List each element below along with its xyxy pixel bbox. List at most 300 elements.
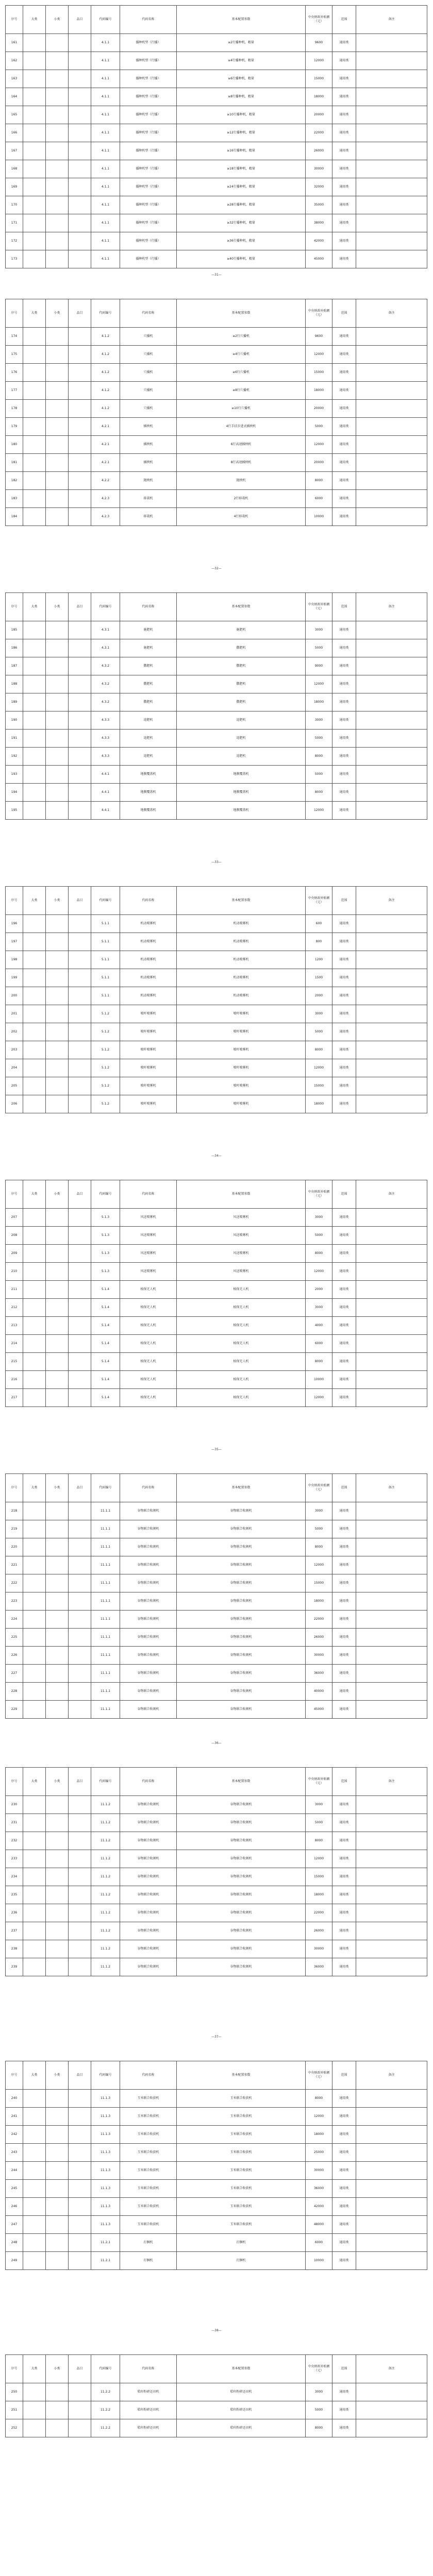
cell-dalei [23, 2419, 46, 2437]
cell-scope: 通用类 [332, 2234, 356, 2252]
cell-scope: 通用类 [332, 1886, 356, 1904]
cell-price: 12000 [306, 802, 332, 820]
cell-config: 秸秆粉碎还田机 [177, 2383, 306, 2401]
cell-price: 36000 [306, 1958, 332, 1976]
cell-remark [356, 1389, 427, 1407]
cell-name: 风送喷雾机 [120, 1227, 177, 1245]
cell-config: 地膜覆盖机 [177, 766, 306, 784]
cell-scope: 通用类 [332, 802, 356, 820]
cell-no: 210 [6, 1263, 23, 1281]
cell-price: 8000 [306, 1538, 332, 1556]
cell-config: 谷物联合收割机 [177, 1850, 306, 1868]
header-no: 序号 [6, 299, 23, 328]
header-name: 代码名称 [120, 299, 177, 328]
header-pinmu: 品目 [69, 1180, 91, 1209]
cell-zhonglei [46, 1814, 69, 1832]
cell-zhonglei [46, 1281, 69, 1299]
cell-config: 植保无人机 [177, 1371, 306, 1389]
subsidy-table-page-4 [5, 886, 427, 1113]
cell-pinmu [69, 802, 91, 820]
cell-zhonglei [46, 1611, 69, 1629]
cell-pinmu [69, 2198, 91, 2216]
header-zhonglei: 小类 [46, 2355, 69, 2383]
cell-zhonglei [46, 933, 69, 951]
table-row [6, 1922, 427, 1940]
subsidy-table-page-6 [5, 1473, 427, 1719]
cell-dalei [23, 2216, 46, 2234]
cell-scope: 通用类 [332, 1701, 356, 1719]
cell-dalei [23, 1629, 46, 1647]
table-row [6, 70, 427, 88]
cell-dalei [23, 1005, 46, 1023]
cell-no: 186 [6, 639, 23, 657]
cell-remark [356, 1335, 427, 1353]
cell-remark [356, 472, 427, 490]
cell-no: 212 [6, 1299, 23, 1317]
cell-pinmu [69, 1023, 91, 1041]
cell-pinmu [69, 657, 91, 675]
cell-remark [356, 400, 427, 418]
table-row [6, 436, 427, 454]
cell-scope: 通用类 [332, 160, 356, 178]
cell-zhonglei [46, 675, 69, 693]
cell-price: 8000 [306, 1353, 332, 1371]
table-row [6, 1538, 427, 1556]
cell-zhonglei [46, 1832, 69, 1850]
cell-name: 穴播机 [120, 328, 177, 346]
cell-name: 玉米联合收获机 [120, 2108, 177, 2126]
cell-remark [356, 34, 427, 52]
cell-no: 196 [6, 915, 23, 933]
cell-scope: 通用类 [332, 1868, 356, 1886]
cell-pinmu [69, 1850, 91, 1868]
cell-no: 177 [6, 382, 23, 400]
cell-dalei [23, 1281, 46, 1299]
cell-price: 5000 [306, 1520, 332, 1538]
cell-price: 8000 [306, 1832, 332, 1850]
header-remark: 备注 [356, 2355, 427, 2383]
cell-zhonglei [46, 232, 69, 250]
cell-scope: 通用类 [332, 1922, 356, 1940]
cell-config: 谷物联合收割机 [177, 1904, 306, 1922]
subsidy-table-page-5 [5, 1180, 427, 1407]
cell-pinmu [69, 106, 91, 124]
cell-code: 4.1.2 [91, 400, 120, 418]
cell-name: 谷物联合收割机 [120, 1796, 177, 1814]
cell-price: 8000 [306, 1041, 332, 1059]
cell-pinmu [69, 730, 91, 748]
subsidy-table-page-9 [5, 2354, 427, 2437]
cell-dalei [23, 1922, 46, 1940]
cell-config: 风送喷雾机 [177, 1245, 306, 1263]
header-scope: 范围 [332, 2355, 356, 2383]
cell-name: 植保无人机 [120, 1299, 177, 1317]
table-row [6, 1520, 427, 1538]
cell-dalei [23, 1371, 46, 1389]
cell-name: 玉米联合收获机 [120, 2216, 177, 2234]
header-config: 基本配置参数 [177, 299, 306, 328]
cell-pinmu [69, 1683, 91, 1701]
cell-dalei [23, 1850, 46, 1868]
header-remark: 备注 [356, 1768, 427, 1796]
cell-scope: 通用类 [332, 196, 356, 214]
cell-dalei [23, 328, 46, 346]
cell-zhonglei [46, 1263, 69, 1281]
cell-code: 5.1.1 [91, 969, 120, 987]
cell-remark [356, 730, 427, 748]
cell-pinmu [69, 1922, 91, 1940]
cell-pinmu [69, 1940, 91, 1958]
cell-dalei [23, 1227, 46, 1245]
cell-code: 4.2.1 [91, 418, 120, 436]
cell-remark [356, 178, 427, 196]
cell-remark [356, 232, 427, 250]
header-name: 代码名称 [120, 1768, 177, 1796]
table-header-row [6, 1768, 427, 1796]
cell-no: 248 [6, 2234, 23, 2252]
cell-scope: 通用类 [332, 490, 356, 508]
cell-remark [356, 915, 427, 933]
cell-zhonglei [46, 1958, 69, 1976]
cell-zhonglei [46, 2234, 69, 2252]
cell-remark [356, 106, 427, 124]
cell-dalei [23, 1556, 46, 1574]
cell-remark [356, 250, 427, 268]
cell-pinmu [69, 1796, 91, 1814]
cell-name: 抛秧机 [120, 472, 177, 490]
cell-pinmu [69, 508, 91, 526]
header-zhonglei: 小类 [46, 887, 69, 915]
cell-code: 11.1.1 [91, 1574, 120, 1592]
cell-code: 4.4.1 [91, 802, 120, 820]
header-no: 序号 [6, 1474, 23, 1502]
cell-zhonglei [46, 508, 69, 526]
cell-code: 5.1.2 [91, 1095, 120, 1113]
cell-config: ≥6行穴播机 [177, 364, 306, 382]
cell-name: 风送喷雾机 [120, 1245, 177, 1263]
cell-no: 231 [6, 1814, 23, 1832]
cell-zhonglei [46, 915, 69, 933]
header-dalei: 大类 [23, 2355, 46, 2383]
table-row [6, 1353, 427, 1371]
cell-pinmu [69, 1611, 91, 1629]
cell-scope: 通用类 [332, 1629, 356, 1647]
cell-pinmu [69, 124, 91, 142]
cell-remark [356, 70, 427, 88]
cell-code: 11.1.2 [91, 1850, 120, 1868]
cell-dalei [23, 70, 46, 88]
cell-zhonglei [46, 1665, 69, 1683]
cell-dalei [23, 1868, 46, 1886]
cell-pinmu [69, 2144, 91, 2162]
cell-price: 18000 [306, 382, 332, 400]
table-row [6, 400, 427, 418]
cell-name: 播种机型（行播） [120, 106, 177, 124]
cell-zhonglei [46, 802, 69, 820]
cell-remark [356, 1701, 427, 1719]
cell-remark [356, 2090, 427, 2108]
cell-name: 播种机型（行播） [120, 70, 177, 88]
cell-scope: 通用类 [332, 2126, 356, 2144]
header-scope: 范围 [332, 2061, 356, 2090]
cell-zhonglei [46, 418, 69, 436]
cell-scope: 通用类 [332, 1665, 356, 1683]
cell-scope: 通用类 [332, 766, 356, 784]
cell-price: 3000 [306, 621, 332, 639]
cell-no: 252 [6, 2419, 23, 2437]
cell-scope: 通用类 [332, 382, 356, 400]
cell-dalei [23, 1502, 46, 1520]
cell-scope: 通用类 [332, 2162, 356, 2180]
cell-no: 222 [6, 1574, 23, 1592]
cell-scope: 通用类 [332, 1227, 356, 1245]
cell-zhonglei [46, 1502, 69, 1520]
cell-remark [356, 52, 427, 70]
cell-price: 38000 [306, 214, 332, 232]
cell-config: 喷杆喷雾机 [177, 1005, 306, 1023]
cell-code: 5.1.2 [91, 1005, 120, 1023]
cell-pinmu [69, 1299, 91, 1317]
cell-scope: 通用类 [332, 730, 356, 748]
cell-name: 植保无人机 [120, 1335, 177, 1353]
cell-code: 11.1.2 [91, 1940, 120, 1958]
cell-scope: 通用类 [332, 933, 356, 951]
header-zhonglei: 小类 [46, 2061, 69, 2090]
subsidy-table-page-2 [5, 299, 427, 526]
cell-scope: 通用类 [332, 2216, 356, 2234]
cell-remark [356, 2198, 427, 2216]
cell-dalei [23, 418, 46, 436]
cell-name: 谷物联合收割机 [120, 1958, 177, 1976]
cell-config: 撒肥机 [177, 693, 306, 711]
cell-dalei [23, 2401, 46, 2419]
cell-pinmu [69, 1263, 91, 1281]
cell-pinmu [69, 1592, 91, 1611]
cell-code: 5.1.1 [91, 933, 120, 951]
cell-code: 4.3.2 [91, 675, 120, 693]
cell-no: 203 [6, 1041, 23, 1059]
cell-price: 6000 [306, 1335, 332, 1353]
cell-zhonglei [46, 693, 69, 711]
cell-remark [356, 214, 427, 232]
cell-price: 9600 [306, 34, 332, 52]
header-code: 代码编号 [91, 1474, 120, 1502]
cell-config: 玉米联合收获机 [177, 2144, 306, 2162]
cell-no: 237 [6, 1922, 23, 1940]
cell-no: 216 [6, 1371, 23, 1389]
cell-dalei [23, 951, 46, 969]
table-row [6, 1317, 427, 1335]
cell-pinmu [69, 639, 91, 657]
cell-no: 244 [6, 2162, 23, 2180]
cell-dalei [23, 214, 46, 232]
cell-zhonglei [46, 2126, 69, 2144]
cell-pinmu [69, 1005, 91, 1023]
cell-zhonglei [46, 766, 69, 784]
cell-pinmu [69, 969, 91, 987]
cell-config: 追肥机 [177, 748, 306, 766]
table-row [6, 1281, 427, 1299]
cell-price: 10000 [306, 2252, 332, 2270]
cell-config: 施肥机 [177, 621, 306, 639]
cell-pinmu [69, 436, 91, 454]
cell-scope: 通用类 [332, 214, 356, 232]
cell-pinmu [69, 748, 91, 766]
cell-price: 42000 [306, 232, 332, 250]
cell-name: 播种机型（行播） [120, 34, 177, 52]
cell-pinmu [69, 160, 91, 178]
cell-name: 地膜覆盖机 [120, 766, 177, 784]
cell-zhonglei [46, 2090, 69, 2108]
cell-name: 打捆机 [120, 2252, 177, 2270]
cell-config: 植保无人机 [177, 1335, 306, 1353]
cell-code: 5.1.4 [91, 1371, 120, 1389]
cell-dalei [23, 2234, 46, 2252]
cell-scope: 通用类 [332, 675, 356, 693]
cell-zhonglei [46, 382, 69, 400]
cell-config: 谷物联合收割机 [177, 1832, 306, 1850]
cell-no: 227 [6, 1665, 23, 1683]
table-row [6, 693, 427, 711]
cell-code: 11.1.2 [91, 1868, 120, 1886]
cell-name: 播种机型（行播） [120, 142, 177, 160]
cell-price: 20000 [306, 454, 332, 472]
cell-dalei [23, 1520, 46, 1538]
cell-remark [356, 1683, 427, 1701]
cell-code: 4.1.1 [91, 70, 120, 88]
cell-dalei [23, 454, 46, 472]
cell-code: 11.1.1 [91, 1611, 120, 1629]
table-row [6, 2234, 427, 2252]
cell-pinmu [69, 2252, 91, 2270]
cell-zhonglei [46, 346, 69, 364]
table-row [6, 1868, 427, 1886]
header-remark: 备注 [356, 887, 427, 915]
cell-config: 地膜覆盖机 [177, 784, 306, 802]
cell-zhonglei [46, 621, 69, 639]
header-code: 代码编号 [91, 1768, 120, 1796]
cell-remark [356, 418, 427, 436]
cell-dalei [23, 250, 46, 268]
cell-code: 5.1.1 [91, 915, 120, 933]
header-config: 基本配置参数 [177, 593, 306, 621]
cell-pinmu [69, 2216, 91, 2234]
cell-price: 18000 [306, 1592, 332, 1611]
cell-config: 秸秆粉碎还田机 [177, 2419, 306, 2437]
cell-price: 8000 [306, 784, 332, 802]
cell-zhonglei [46, 1683, 69, 1701]
cell-scope: 通用类 [332, 1095, 356, 1113]
cell-config: 植保无人机 [177, 1389, 306, 1407]
cell-config: 谷物联合收割机 [177, 1796, 306, 1814]
page-number: —37— [211, 2035, 222, 2039]
cell-code: 4.1.1 [91, 88, 120, 106]
cell-code: 5.1.2 [91, 1023, 120, 1041]
cell-pinmu [69, 1281, 91, 1299]
cell-scope: 通用类 [332, 472, 356, 490]
cell-no: 170 [6, 196, 23, 214]
cell-config: 谷物联合收割机 [177, 1665, 306, 1683]
cell-code: 5.1.4 [91, 1299, 120, 1317]
cell-code: 4.1.1 [91, 250, 120, 268]
cell-name: 谷物联合收割机 [120, 1701, 177, 1719]
cell-remark [356, 1059, 427, 1077]
cell-config: 追肥机 [177, 711, 306, 730]
cell-name: 秸秆粉碎还田机 [120, 2419, 177, 2437]
cell-price: 15000 [306, 364, 332, 382]
cell-config: 8行高速插秧机 [177, 454, 306, 472]
cell-zhonglei [46, 748, 69, 766]
cell-pinmu [69, 178, 91, 196]
cell-no: 200 [6, 987, 23, 1005]
table-row [6, 1095, 427, 1113]
cell-zhonglei [46, 784, 69, 802]
cell-name: 喷杆喷雾机 [120, 1041, 177, 1059]
cell-remark [356, 969, 427, 987]
cell-price: 18000 [306, 1095, 332, 1113]
cell-pinmu [69, 1886, 91, 1904]
header-config: 基本配置参数 [177, 1180, 306, 1209]
cell-dalei [23, 711, 46, 730]
cell-price: 8000 [306, 2419, 332, 2437]
cell-code: 4.1.1 [91, 142, 120, 160]
cell-scope: 通用类 [332, 657, 356, 675]
cell-dalei [23, 232, 46, 250]
cell-code: 11.1.2 [91, 1904, 120, 1922]
cell-dalei [23, 1095, 46, 1113]
cell-config: 谷物联合收割机 [177, 1958, 306, 1976]
cell-price: 30000 [306, 1940, 332, 1958]
cell-name: 穴播机 [120, 364, 177, 382]
cell-zhonglei [46, 142, 69, 160]
table-row [6, 2198, 427, 2216]
cell-dalei [23, 178, 46, 196]
cell-config: ≥16行播种机，精量 [177, 142, 306, 160]
cell-dalei [23, 1958, 46, 1976]
cell-price: 5000 [306, 639, 332, 657]
cell-scope: 通用类 [332, 142, 356, 160]
cell-pinmu [69, 1556, 91, 1574]
header-price: 中央财政补贴额（元） [306, 6, 332, 34]
cell-dalei [23, 766, 46, 784]
cell-zhonglei [46, 1059, 69, 1077]
table-row [6, 1814, 427, 1832]
cell-code: 11.2.2 [91, 2383, 120, 2401]
table-row [6, 382, 427, 400]
header-remark: 备注 [356, 6, 427, 34]
cell-name: 谷物联合收割机 [120, 1922, 177, 1940]
cell-remark [356, 1281, 427, 1299]
cell-config: ≥12行播种机，精量 [177, 124, 306, 142]
cell-price: 15000 [306, 1077, 332, 1095]
table-row [6, 346, 427, 364]
cell-dalei [23, 52, 46, 70]
cell-code: 11.1.2 [91, 1886, 120, 1904]
cell-pinmu [69, 418, 91, 436]
cell-dalei [23, 490, 46, 508]
cell-price: 30000 [306, 1647, 332, 1665]
cell-remark [356, 1629, 427, 1647]
cell-no: 162 [6, 52, 23, 70]
cell-name: 播种机型（行播） [120, 88, 177, 106]
cell-zhonglei [46, 160, 69, 178]
cell-zhonglei [46, 400, 69, 418]
cell-price: 42000 [306, 2198, 332, 2216]
cell-zhonglei [46, 106, 69, 124]
cell-zhonglei [46, 454, 69, 472]
header-code: 代码编号 [91, 6, 120, 34]
cell-no: 184 [6, 508, 23, 526]
